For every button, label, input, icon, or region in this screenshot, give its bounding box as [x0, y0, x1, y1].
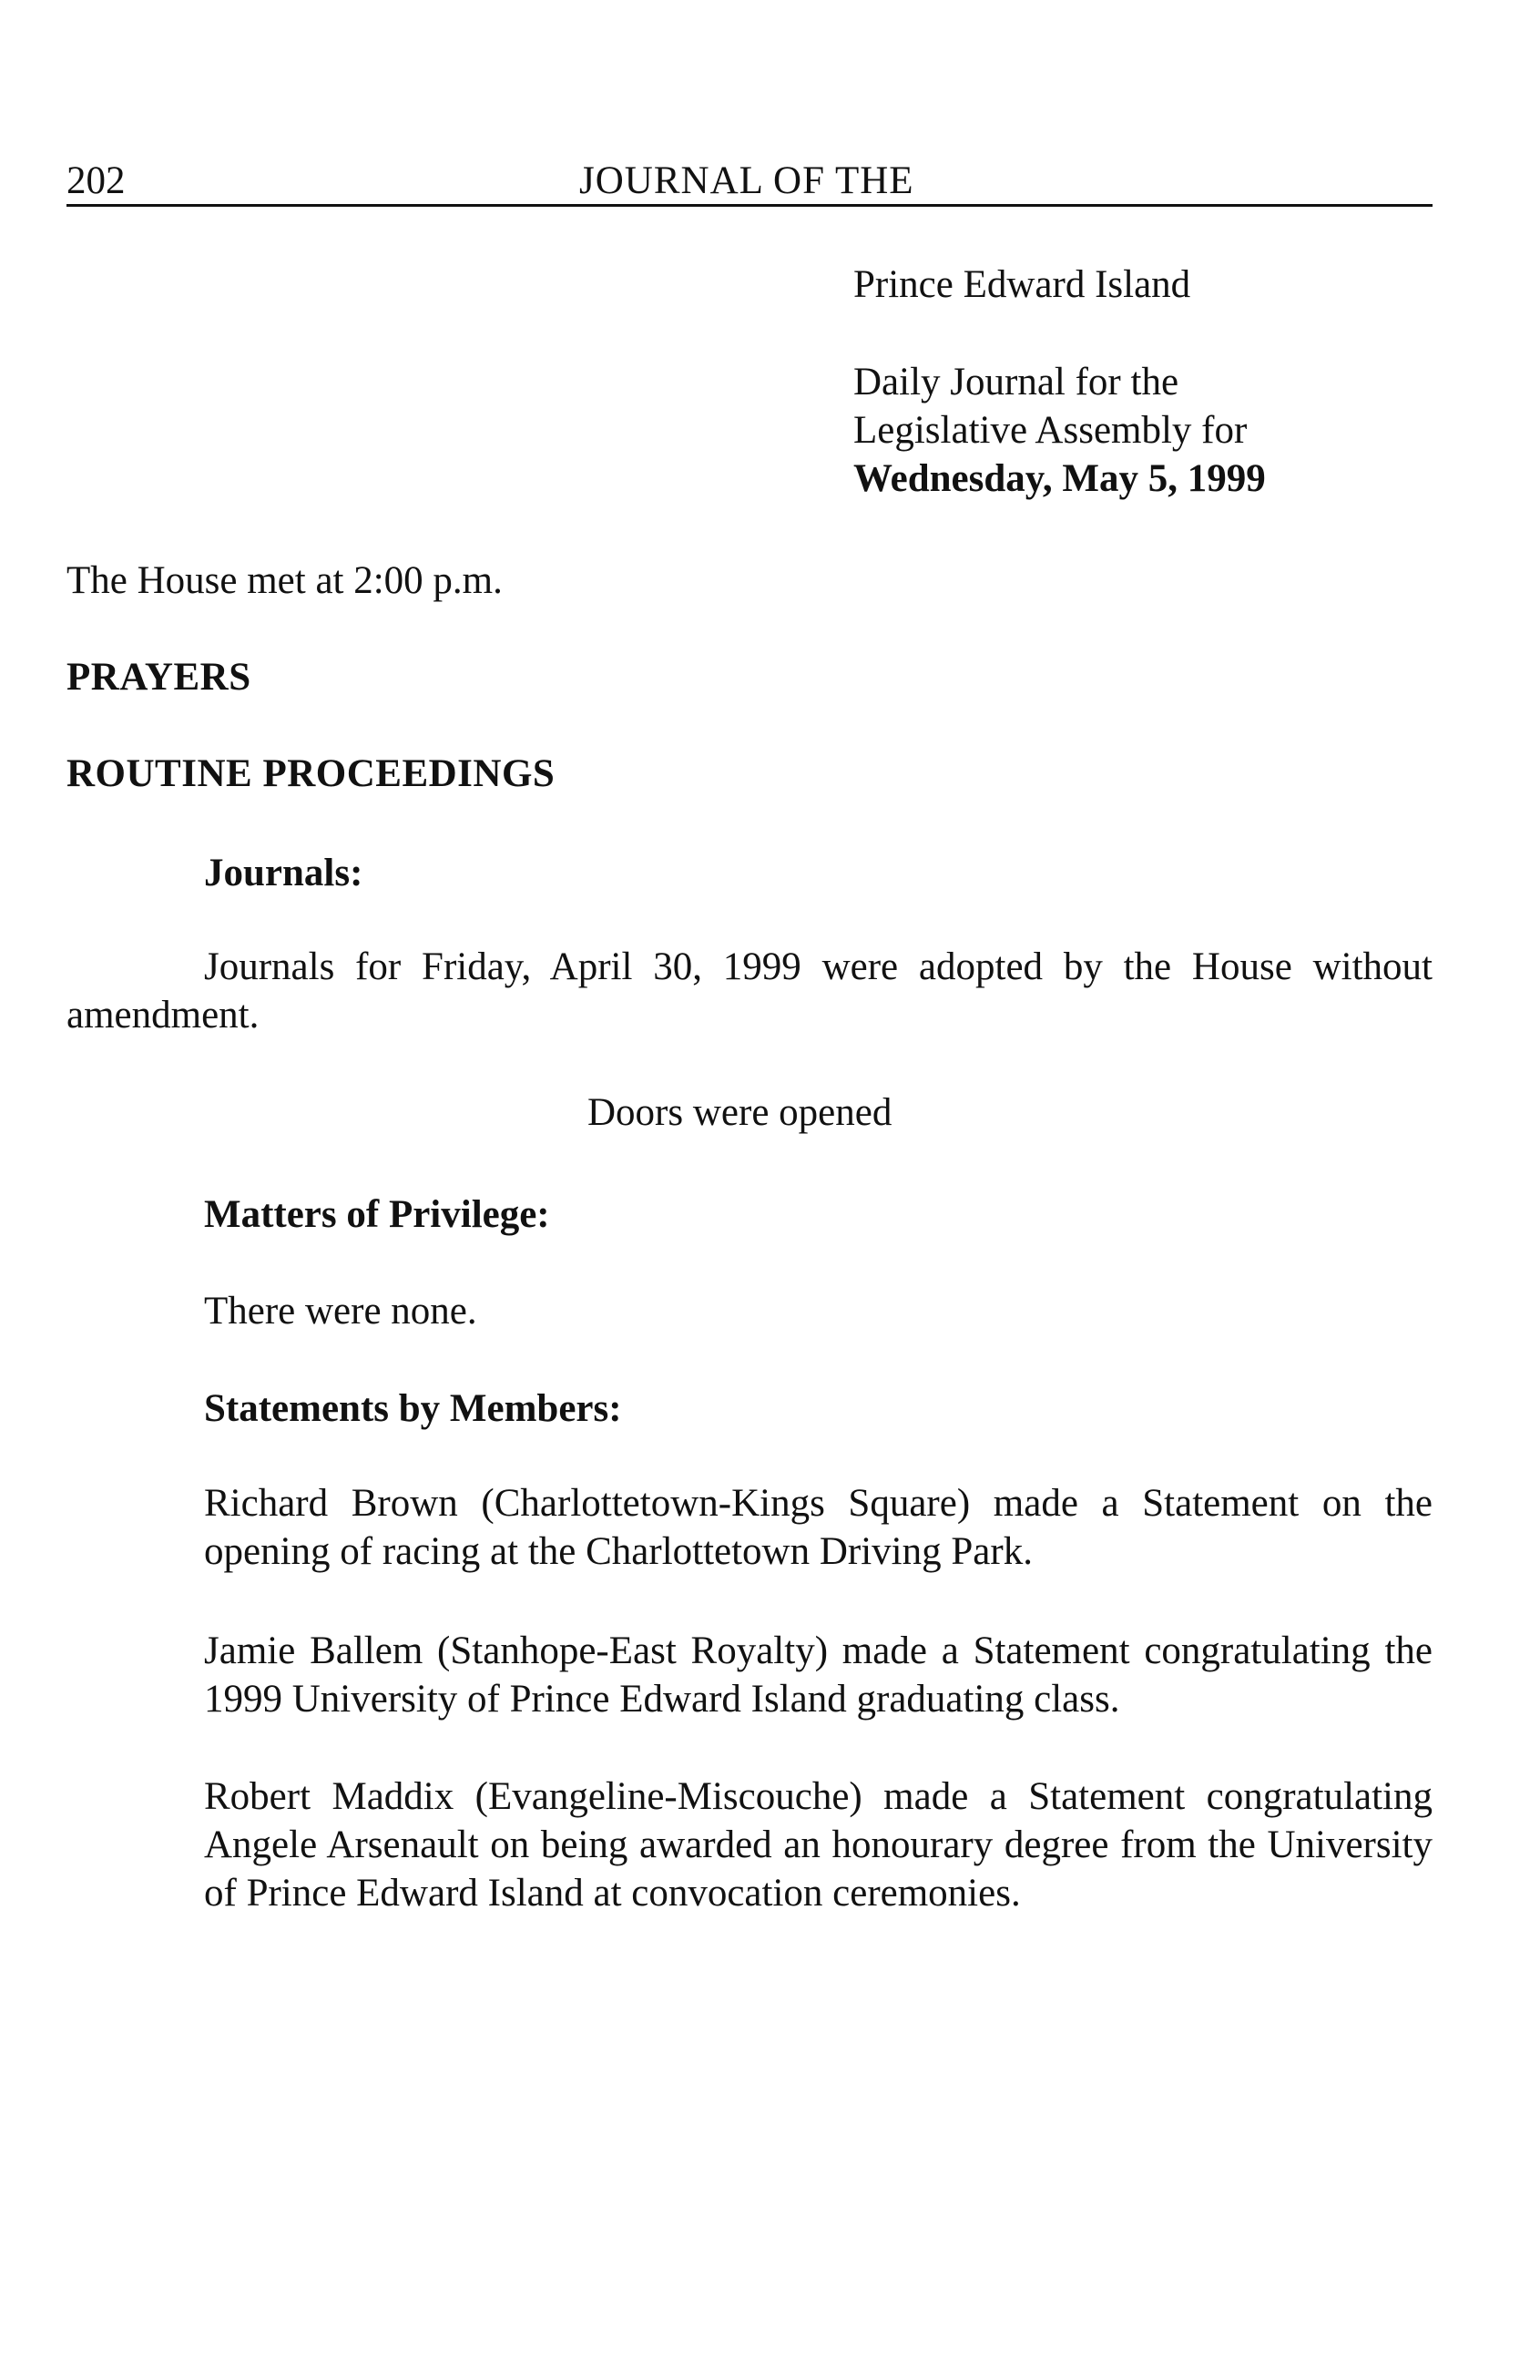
journals-text: Journals for Friday, April 30, 1999 were adopted by the House without amendment.	[66, 945, 1433, 1037]
journal-title-block	[853, 260, 1436, 503]
statement-item: Richard Brown (Charlottetown-Kings Square) made a Statement on the opening of racing at the Charlottetown Driving Park.	[204, 1482, 1433, 1573]
privilege-text: There were none.	[204, 1290, 477, 1333]
matters-of-privilege-heading: Matters of Privilege:	[204, 1193, 550, 1236]
statement-item: Robert Maddix (Evangeline-Miscouche) made a Statement congratulating Angele Arsenault on being awarded an honourary degree from the University of Prince Edward Island at convocation ceremonies.	[204, 1775, 1433, 1915]
doors-opened-note: Doors were opened	[587, 1091, 892, 1134]
running-head: JOURNAL OF THE	[579, 159, 914, 202]
prayers-heading: PRAYERS	[66, 656, 251, 699]
opening-statement: The House met at 2:00 p.m.	[66, 559, 503, 602]
page-number: 202	[66, 159, 126, 202]
header-rule	[66, 204, 1433, 207]
statement-item: Jamie Ballem (Stanhope-East Royalty) made a Statement congratulating the 1999 University of Prince Edward Island graduating class.	[204, 1629, 1433, 1721]
session-date: Wednesday, May 5, 1999	[853, 457, 1266, 500]
province-name: Prince Edward Island	[853, 263, 1191, 306]
title-line-1: Daily Journal for the	[853, 361, 1179, 403]
statements-heading: Statements by Members:	[204, 1387, 622, 1430]
title-line-2: Legislative Assembly for	[853, 409, 1248, 452]
routine-proceedings-heading: ROUTINE PROCEEDINGS	[66, 752, 556, 795]
title-spacer	[853, 309, 1436, 358]
journals-heading: Journals:	[204, 852, 363, 894]
